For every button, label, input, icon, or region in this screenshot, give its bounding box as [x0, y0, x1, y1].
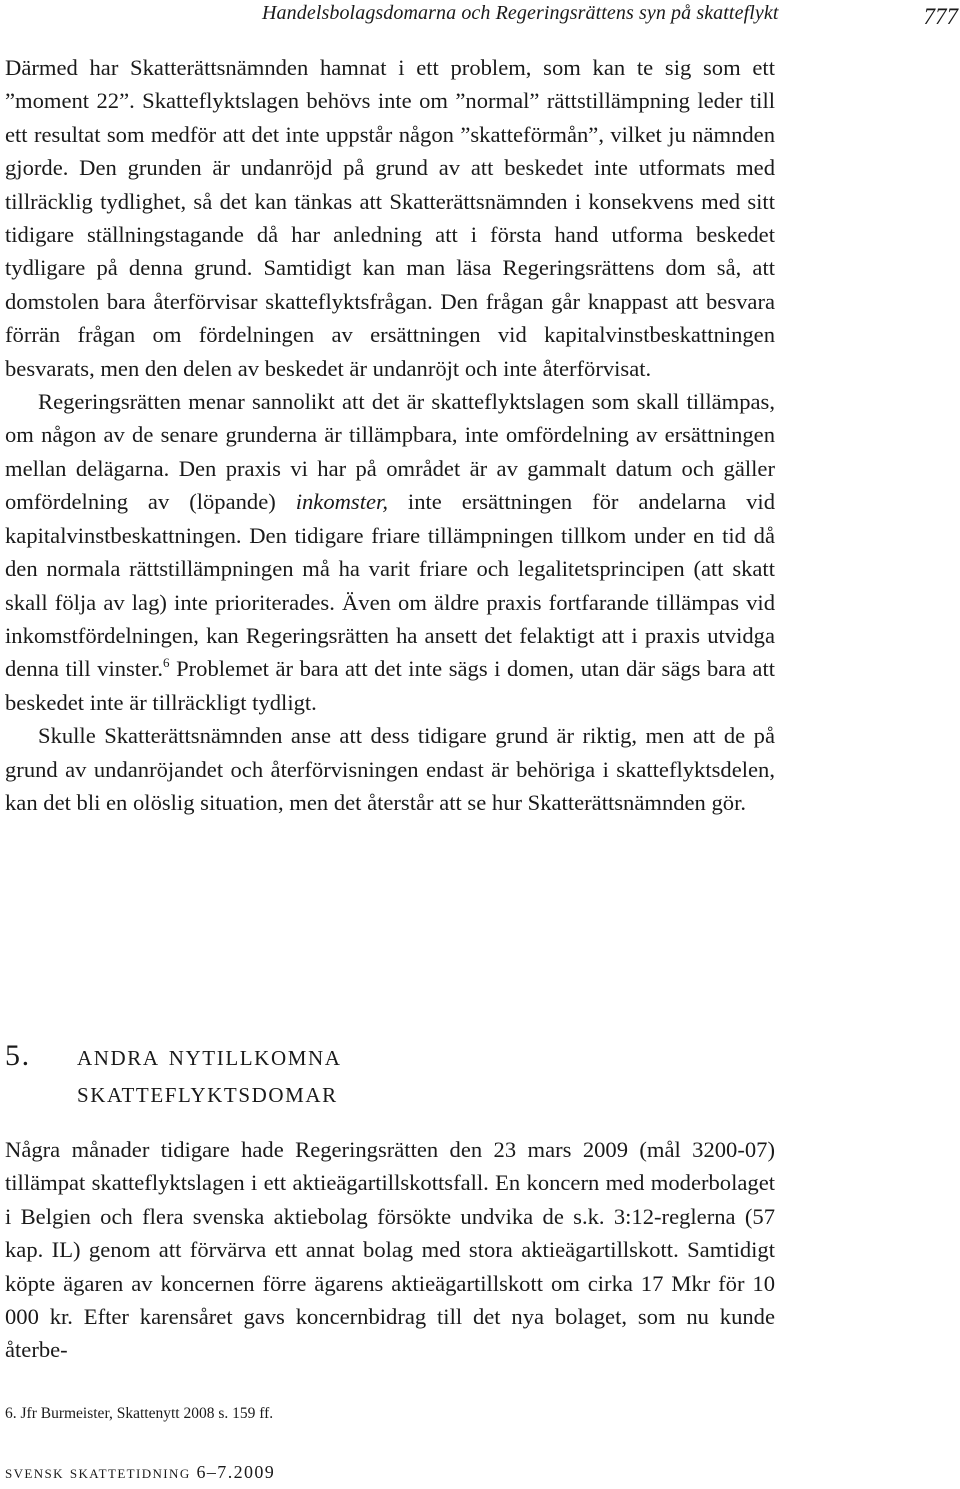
footnote-reference[interactable]: 6	[163, 655, 170, 671]
running-header: Handelsbolagsdomarna och Regeringsrättens syn på skatteflykt	[262, 2, 779, 24]
paragraph-1	[5, 51, 775, 385]
section-paragraph: Några månader tidigare hade Regeringsrätten den 23 mars 2009 (mål 3200-07) tillämpat skatteflyktslagen i ett aktieägartillskottsfall. En koncern med moderbolaget i Belgien och flera svenska aktiebolag försökte undvika de s.k. 3:12-reglerna (57 kap. IL) genom att förvärva ett annat bolag med stora aktieägartillskott. Samtidigt köpte ägaren av koncernen förre ägarens aktieägartillskott om cirka 17 Mkr för 10 000 kr. Efter karensåret gavs koncernbidrag till det nya bolaget, som nu kunde återbe-	[5, 1137, 775, 1363]
section-title-line-2: skatteflyktsdomar	[77, 1076, 338, 1109]
paragraph-2	[5, 385, 775, 719]
body-text	[5, 51, 775, 819]
paragraph-2-text-middle: inte ersättningen för andelarna vid kapitalvinstbeskattningen. Den tidigare friare tillämpningen tillkom under en tid då den normala rättstillämpningen må ha varit friare och legalitetsprincipen (att skatt skall följa av lag) inte prioriterades. Även om äldre praxis fortfarande tillämpas vid inkomstfördelningen, kan Regeringsrätten ha ansett det felaktigt att i praxis utvidga denna till vinster.	[5, 489, 776, 682]
running-footer: svensk skattetidning 6–7.2009	[5, 1462, 276, 1482]
section-number: 5.	[5, 1039, 31, 1072]
footnote: 6. Jfr Burmeister, Skattenytt 2008 s. 159 ff.	[5, 1405, 274, 1422]
section-body-text	[5, 1133, 775, 1367]
paragraph-2-text-end: Problemet är bara att det inte sägs i domen, utan där sägs bara att beskedet inte är tillräckligt tydligt.	[5, 656, 775, 715]
section-title	[77, 1037, 342, 1111]
emphasis-inkomster: inkomster,	[295, 489, 388, 515]
paragraph-3-text: Skulle Skatterättsnämnden anse att dess tidigare grund är riktig, men att de på grund av undanröjandet och återförvisningen endast är behöriga i skatteflyktsdelen, kan det bli en olöslig situation, men det återstår att se hur Skatterättsnämnden gör.	[5, 723, 775, 815]
paragraph-1-text: Därmed har Skatterättsnämnden hamnat i ett problem, som kan te sig som ett ”moment 22”. Skatteflyktslagen behövs inte om ”normal” rättstillämpning leder till ett resultat som medför att det inte uppstår någon ”skatteförmån”, vilket ju nämnden gjorde. Den grunden är undanröjd på grund av att beskedet inte utformats med tillräcklig tydlighet, så det kan tänkas att Skatterättsnämnden i konsekvens med sitt tidigare ställningstagande då har anledning att i första hand utforma beskedet tydligare på denna grund. Samtidigt kan man läsa Regeringsrättens dom så, att domstolen bara återförvisar skatteflyktsfrågan. Den frågan går knappast att besvara förrän frågan om fördelningen av ersättningen vid kapitalvinstbeskattningen besvarats, men den delen av beskedet är undanröjt och inte återförvisat.	[5, 55, 775, 381]
section-title-line-1: andra nytillkomna	[77, 1039, 342, 1072]
page-number: 777	[923, 4, 958, 29]
paragraph-3	[5, 719, 775, 819]
section-heading	[5, 1037, 785, 1111]
paragraph-2-text: Regeringsrätten menar sannolikt att det är skatteflyktslagen som skall tillämpas, om någon av de senare grunderna är tillämpbara, inte omfördelning av ersättningen mellan delägarna. Den praxis vi har på området är av gammalt datum och gäller omfördelning av (löpande)	[5, 389, 775, 515]
